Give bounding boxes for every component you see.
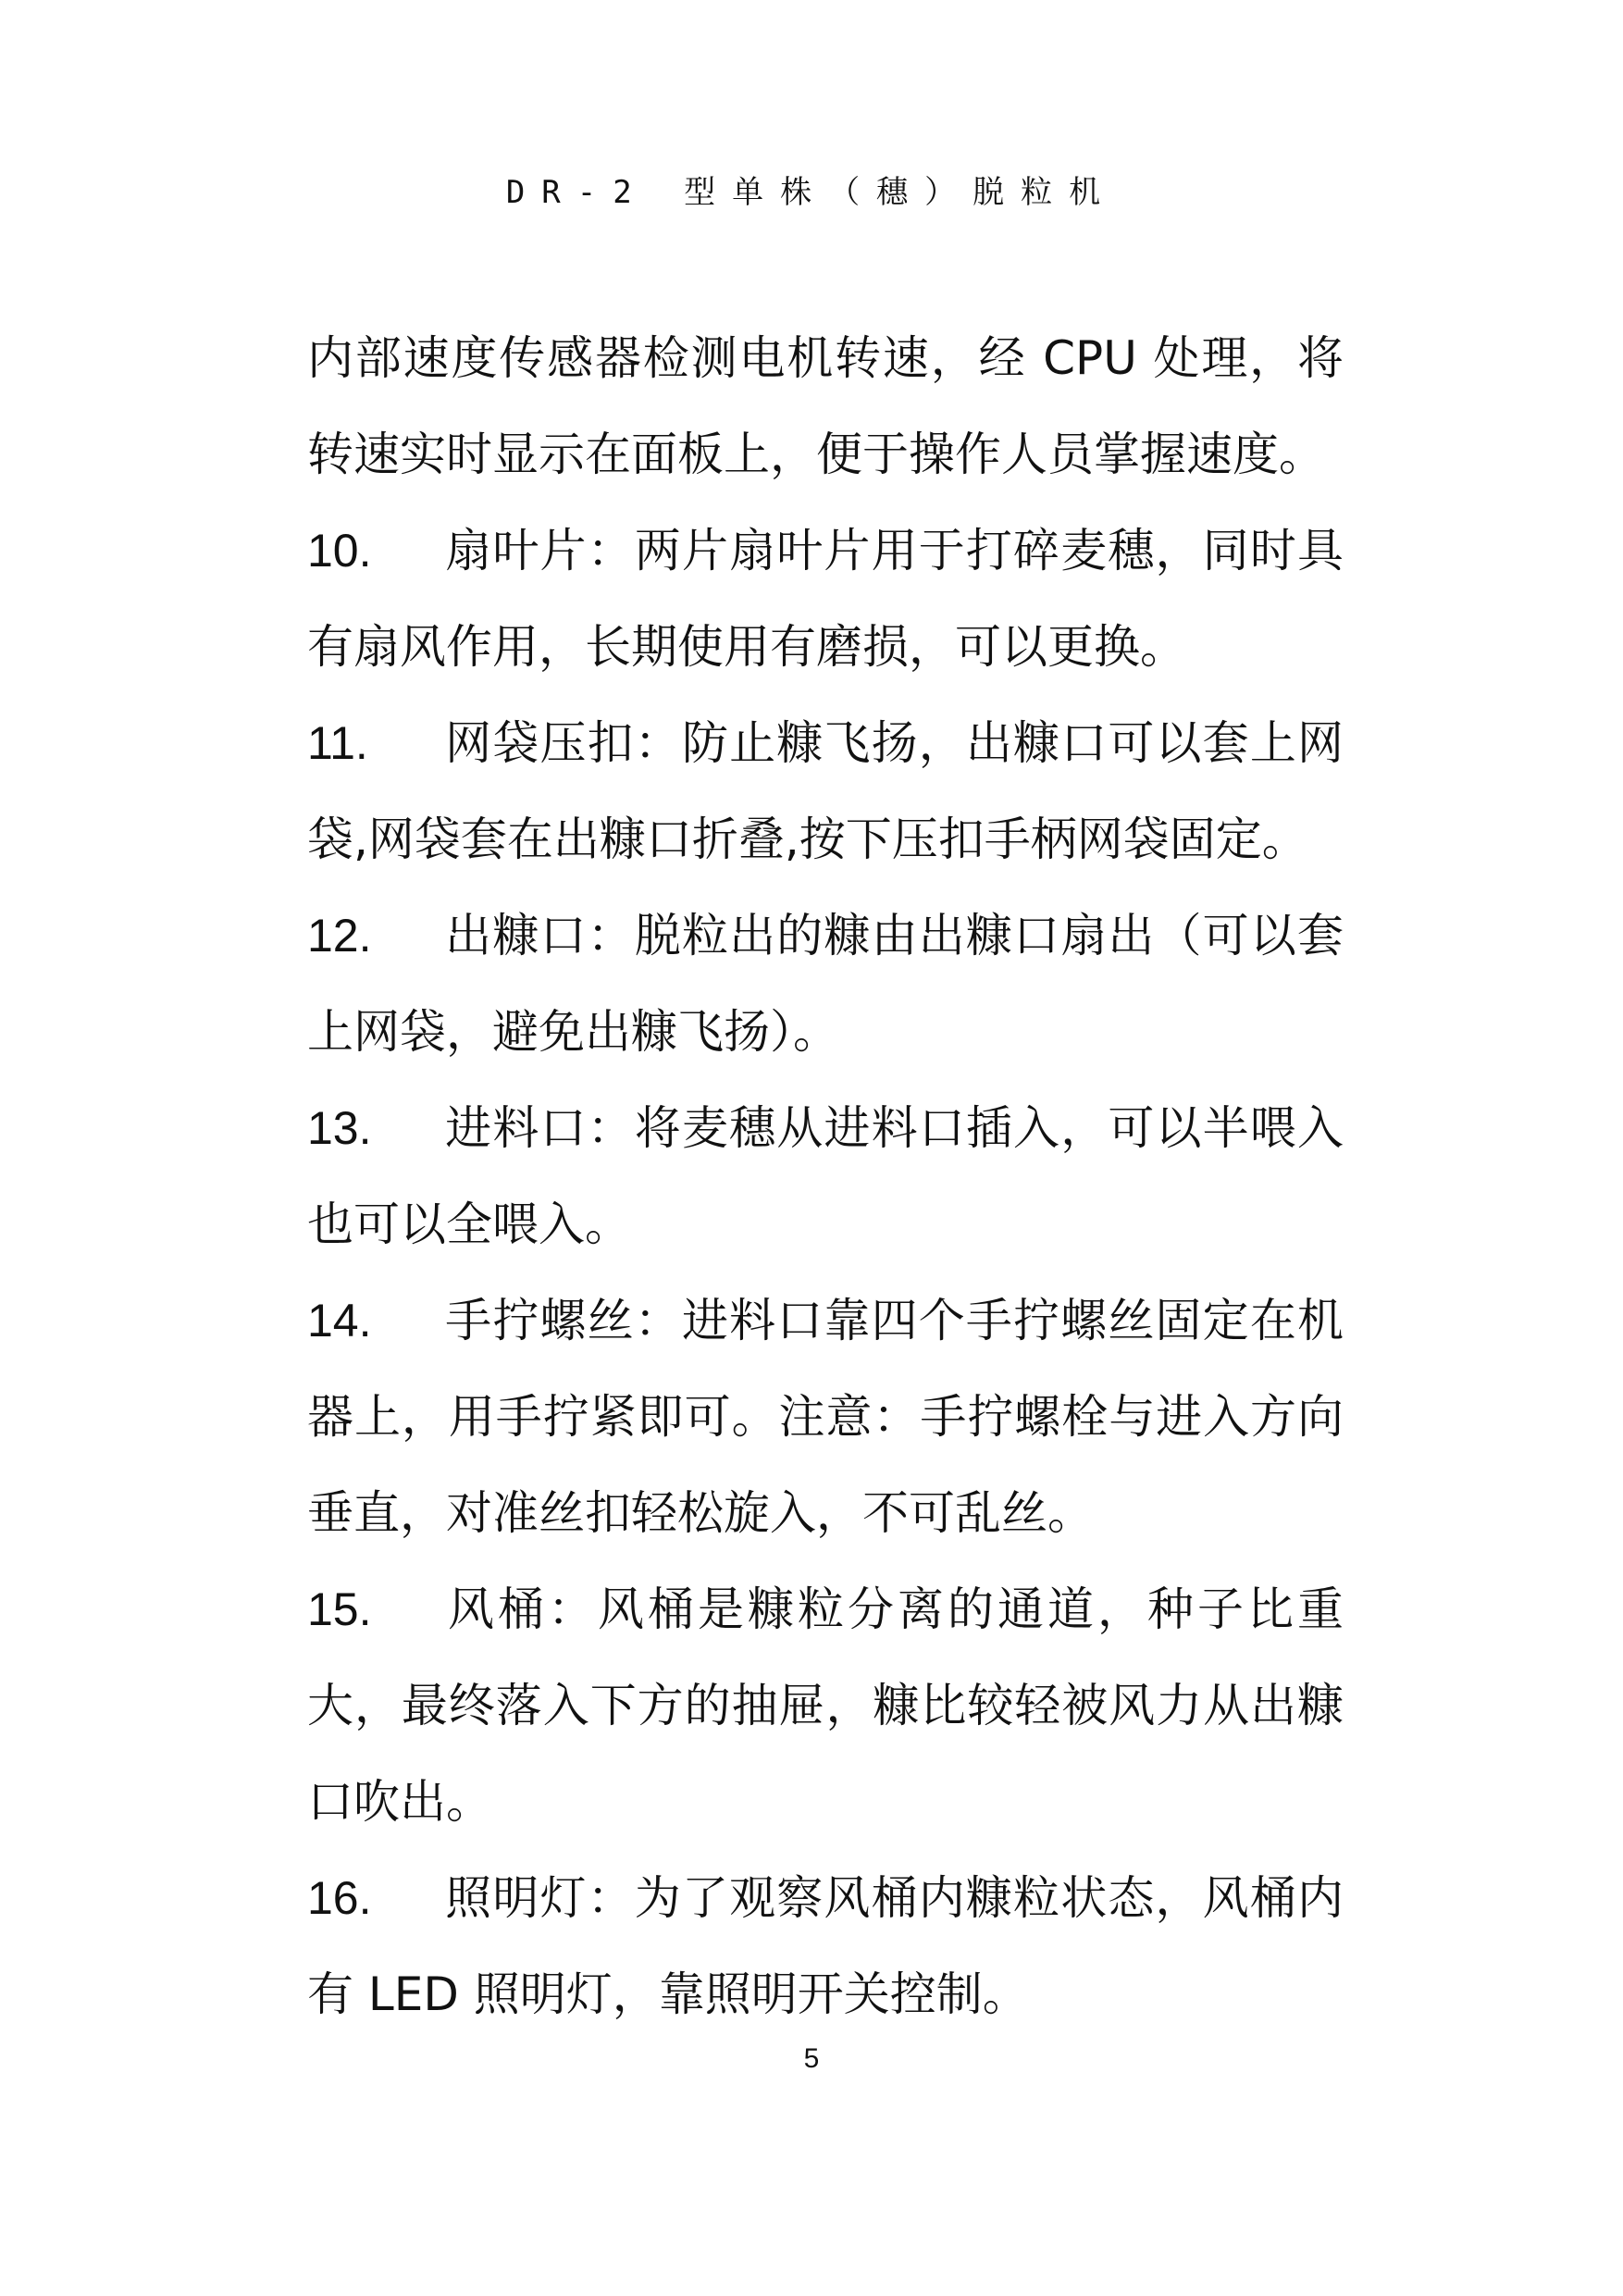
item-text: 照明灯：为了观察风桶内糠粒状态，风桶内有 LED 照明灯，靠照明开关控制。 [307,1871,1344,2021]
item-text: 出糠口：脱粒出的糠由出糠口扇出（可以套上网袋，避免出糠飞扬）。 [307,909,1344,1059]
item-number: 16. [307,1872,372,1924]
item-number: 13. [307,1102,372,1154]
item-text: 手拧螺丝：进料口靠四个手拧螺丝固定在机器上，用手拧紧即可。注意：手拧螺栓与进入方向垂直，对准丝扣轻松旋入，不可乱丝。 [307,1294,1344,1540]
list-item-15 [307,1561,1344,1850]
list-item-12 [307,887,1344,1080]
list-item-16 [307,1850,1344,2042]
list-item-14 [307,1272,1344,1561]
item-text: 进料口：将麦穗从进料口插入，可以半喂入也可以全喂入。 [307,1101,1344,1251]
item-number: 11. [307,717,368,769]
list-item-11 [307,695,1344,887]
list-item-10 [307,503,1344,695]
item-number: 14. [307,1295,372,1347]
item-number: 10. [307,525,372,577]
page-body [307,310,1344,2042]
list-item-13 [307,1080,1344,1272]
intro-paragraph: 内部速度传感器检测电机转速，经 CPU 处理，将转速实时显示在面板上，便于操作人员掌握速度。 [307,331,1344,481]
item-text: 扇叶片：两片扇叶片用于打碎麦穗，同时具有扇风作用，长期使用有磨损，可以更换。 [307,524,1344,674]
page-header: DR-2 型单株（穗）脱粒机 [505,174,1118,211]
item-text: 风桶：风桶是糠粒分离的通道，种子比重大，最终落入下方的抽屉，糠比较轻被风力从出糠口吹出。 [307,1582,1344,1829]
item-number: 12. [307,910,372,962]
item-number: 15. [307,1583,372,1635]
item-text: 网袋压扣：防止糠飞扬，出糠口可以套上网袋,网袋套在出糠口折叠,按下压扣手柄网袋固定。 [307,716,1344,866]
page-number: 5 [803,2043,820,2074]
